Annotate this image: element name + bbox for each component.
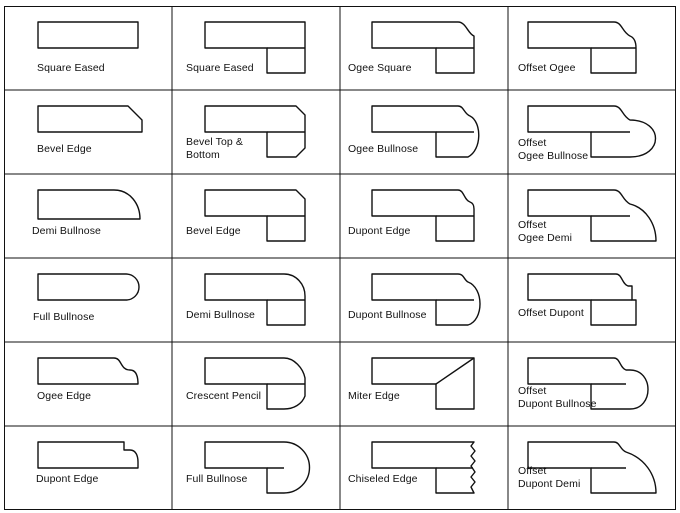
bevel-edge-profile-icon	[38, 106, 142, 132]
edge-profile-grid	[4, 6, 676, 510]
ogee-edge-profile-icon	[38, 358, 138, 384]
profile-label: Offset Ogee Demi	[518, 219, 573, 244]
profile-label: Ogee Bullnose	[348, 143, 419, 155]
profile-label: Bevel Edge	[186, 225, 241, 237]
profile-label: Offset Ogee Bullnose	[518, 137, 589, 162]
profile-label: Offset Dupont Demi	[518, 465, 581, 490]
profile-label: Chiseled Edge	[348, 473, 418, 485]
profile-label: Ogee Edge	[37, 390, 92, 402]
profile-label: Dupont Edge	[36, 473, 99, 485]
profile-label: Square Eased	[37, 62, 105, 74]
square-eased-profile-icon	[38, 22, 138, 48]
profile-label: Full Bullnose	[33, 311, 95, 323]
profile-label: Demi Bullnose	[32, 225, 101, 237]
full-bullnose-profile-icon	[38, 274, 139, 300]
profile-label: Dupont Bullnose	[348, 309, 427, 321]
profile-label: Demi Bullnose	[186, 309, 255, 321]
demi-bullnose-profile-icon	[38, 190, 140, 219]
profile-label: Square Eased	[186, 62, 254, 74]
profile-label: Offset Dupont Bullnose	[518, 385, 597, 410]
profile-label: Ogee Square	[348, 62, 412, 74]
profile-label: Bevel Edge	[37, 143, 92, 155]
profile-label: Crescent Pencil	[186, 390, 262, 402]
profile-label: Dupont Edge	[348, 225, 411, 237]
profile-label: Bevel Top & Bottom	[186, 136, 243, 161]
edge-profile-drawings	[4, 6, 676, 510]
profile-label: Offset Dupont	[518, 307, 584, 319]
profile-label: Miter Edge	[348, 390, 400, 402]
profile-label: Full Bullnose	[186, 473, 248, 485]
profile-label: Offset Ogee	[518, 62, 576, 74]
grid-lines	[4, 6, 676, 510]
dupont-edge-profile-icon	[38, 442, 138, 468]
